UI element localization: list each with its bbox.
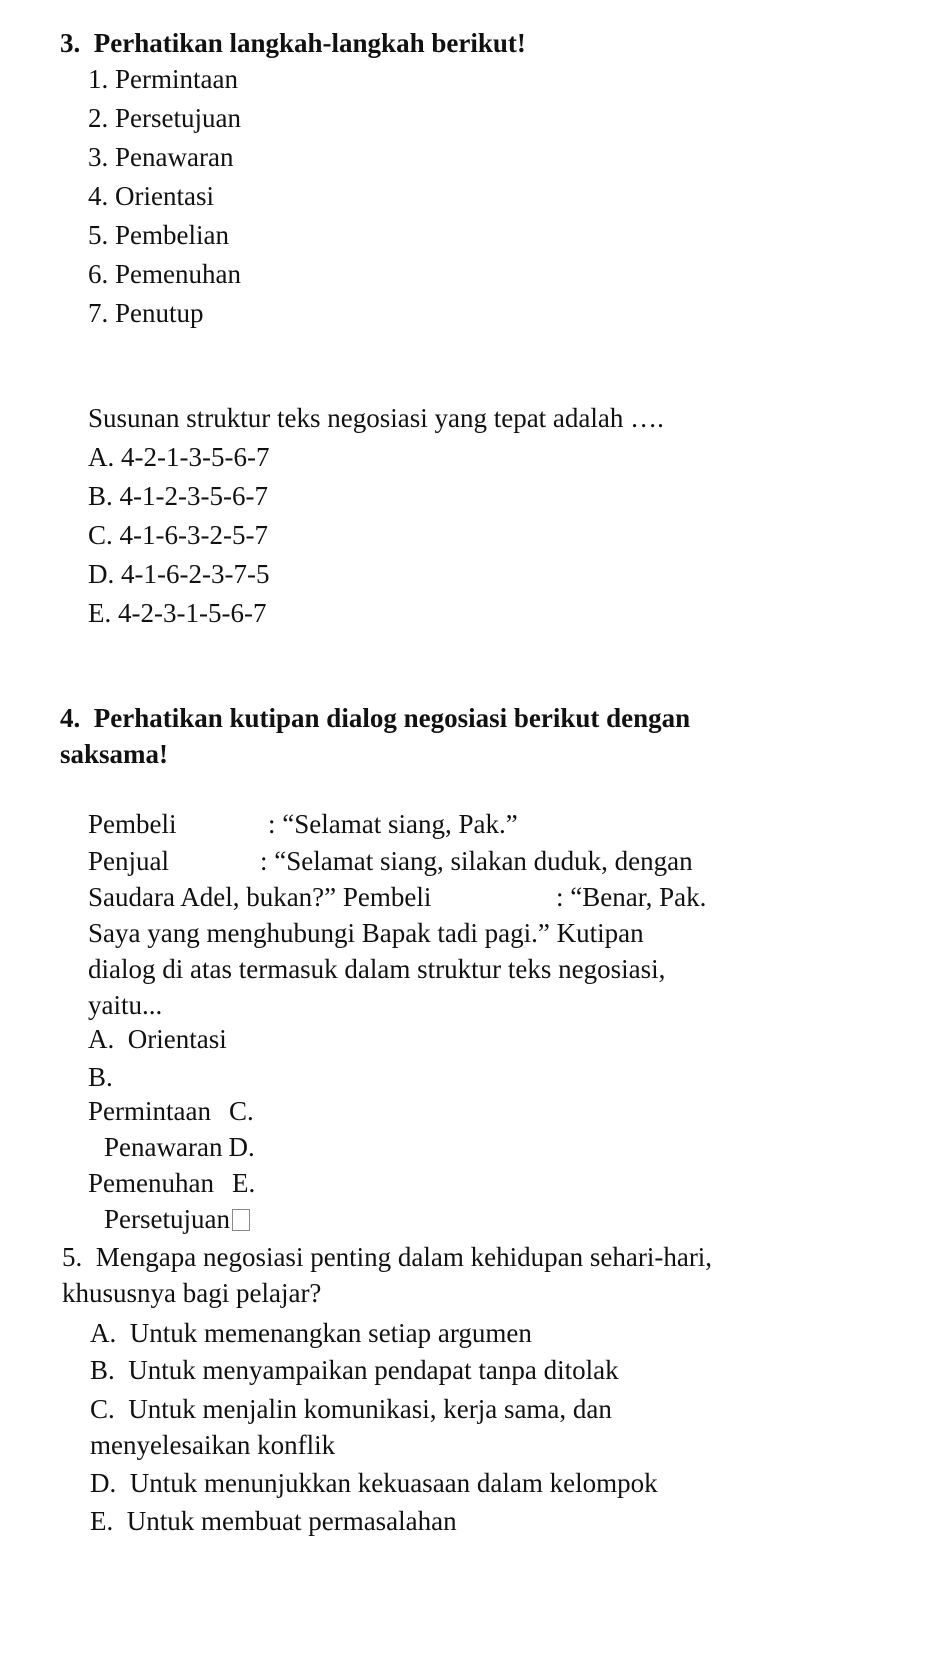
q4-title-line1: 4. Perhatikan kutipan dialog negosiasi berikut dengan bbox=[60, 703, 691, 733]
q4-option-c: C. bbox=[228, 1096, 254, 1126]
q3-step-1: 1. Permintaan bbox=[88, 64, 238, 94]
q4-dialog-line6: yaitu... bbox=[88, 990, 163, 1020]
q4-dialog-speech2: : “Selamat siang, silakan duduk, dengan bbox=[260, 846, 693, 876]
q3-question: Susunan struktur teks negosiasi yang tepat adalah …. bbox=[88, 403, 664, 433]
q4-option-persetujuan: Persetujuan bbox=[104, 1204, 230, 1234]
q3-option-a: A. 4-2-1-3-5-6-7 bbox=[88, 442, 270, 472]
q5-option-e: E. Untuk membuat permasalahan bbox=[90, 1506, 457, 1536]
q4-dialog-speaker2: Penjual bbox=[88, 846, 169, 876]
q4-option-row-1 bbox=[88, 1098, 254, 1125]
q3-option-b: B. 4-1-2-3-5-6-7 bbox=[88, 481, 268, 511]
missing-glyph-icon bbox=[232, 1209, 250, 1231]
q4-option-row-4 bbox=[104, 1206, 250, 1233]
q4-dialog-speech1: : “Selamat siang, Pak.” bbox=[268, 809, 518, 839]
q4-option-b: B. bbox=[88, 1062, 113, 1092]
q4-option-pemenuhan: Pemenuhan bbox=[88, 1168, 214, 1198]
q4-option-row-2 bbox=[104, 1134, 255, 1161]
q3-title: 3. Perhatikan langkah-langkah berikut! bbox=[60, 28, 526, 58]
q3-step-7: 7. Penutup bbox=[88, 298, 204, 328]
q3-step-3: 3. Penawaran bbox=[88, 142, 234, 172]
q4-dialog-line3b: : “Benar, Pak. bbox=[556, 882, 707, 912]
q4-option-penawaran: Penawaran bbox=[104, 1132, 223, 1162]
q3-step-5: 5. Pembelian bbox=[88, 220, 229, 250]
q3-step-2: 2. Persetujuan bbox=[88, 103, 241, 133]
q5-title-line1: 5. Mengapa negosiasi penting dalam kehidupan sehari-hari, bbox=[62, 1242, 713, 1272]
q4-dialog-line4: Saya yang menghubungi Bapak tadi pagi.” Kutipan bbox=[88, 918, 644, 948]
q4-dialog-line3a: Saudara Adel, bukan?” Pembeli bbox=[88, 882, 432, 912]
q3-option-c: C. 4-1-6-3-2-5-7 bbox=[88, 520, 268, 550]
q5-option-b: B. Untuk menyampaikan pendapat tanpa ditolak bbox=[90, 1355, 619, 1385]
q3-step-4: 4. Orientasi bbox=[88, 181, 214, 211]
q5-option-c-line1: C. Untuk menjalin komunikasi, kerja sama, dan bbox=[90, 1394, 612, 1424]
q4-option-e: E. bbox=[231, 1168, 256, 1198]
q5-option-d: D. Untuk menunjukkan kekuasaan dalam kelompok bbox=[90, 1468, 658, 1498]
q5-option-a: A. Untuk memenangkan setiap argumen bbox=[90, 1318, 532, 1348]
q4-option-permintaan: Permintaan bbox=[88, 1096, 211, 1126]
q4-title-line2: saksama! bbox=[60, 739, 169, 769]
q3-option-e: E. 4-2-3-1-5-6-7 bbox=[88, 598, 267, 628]
q3-option-d: D. 4-1-6-2-3-7-5 bbox=[88, 559, 270, 589]
q4-dialog-line5: dialog di atas termasuk dalam struktur teks negosiasi, bbox=[88, 954, 666, 984]
q5-title-line2: khususnya bagi pelajar? bbox=[62, 1278, 322, 1308]
q4-option-row-3 bbox=[88, 1170, 255, 1197]
q4-option-a: A. Orientasi bbox=[88, 1024, 227, 1054]
q3-step-6: 6. Pemenuhan bbox=[88, 259, 241, 289]
q4-option-d: D. bbox=[228, 1132, 255, 1162]
q5-option-c-line2: menyelesaikan konflik bbox=[90, 1430, 336, 1460]
q4-dialog-speaker1: Pembeli bbox=[88, 809, 177, 839]
